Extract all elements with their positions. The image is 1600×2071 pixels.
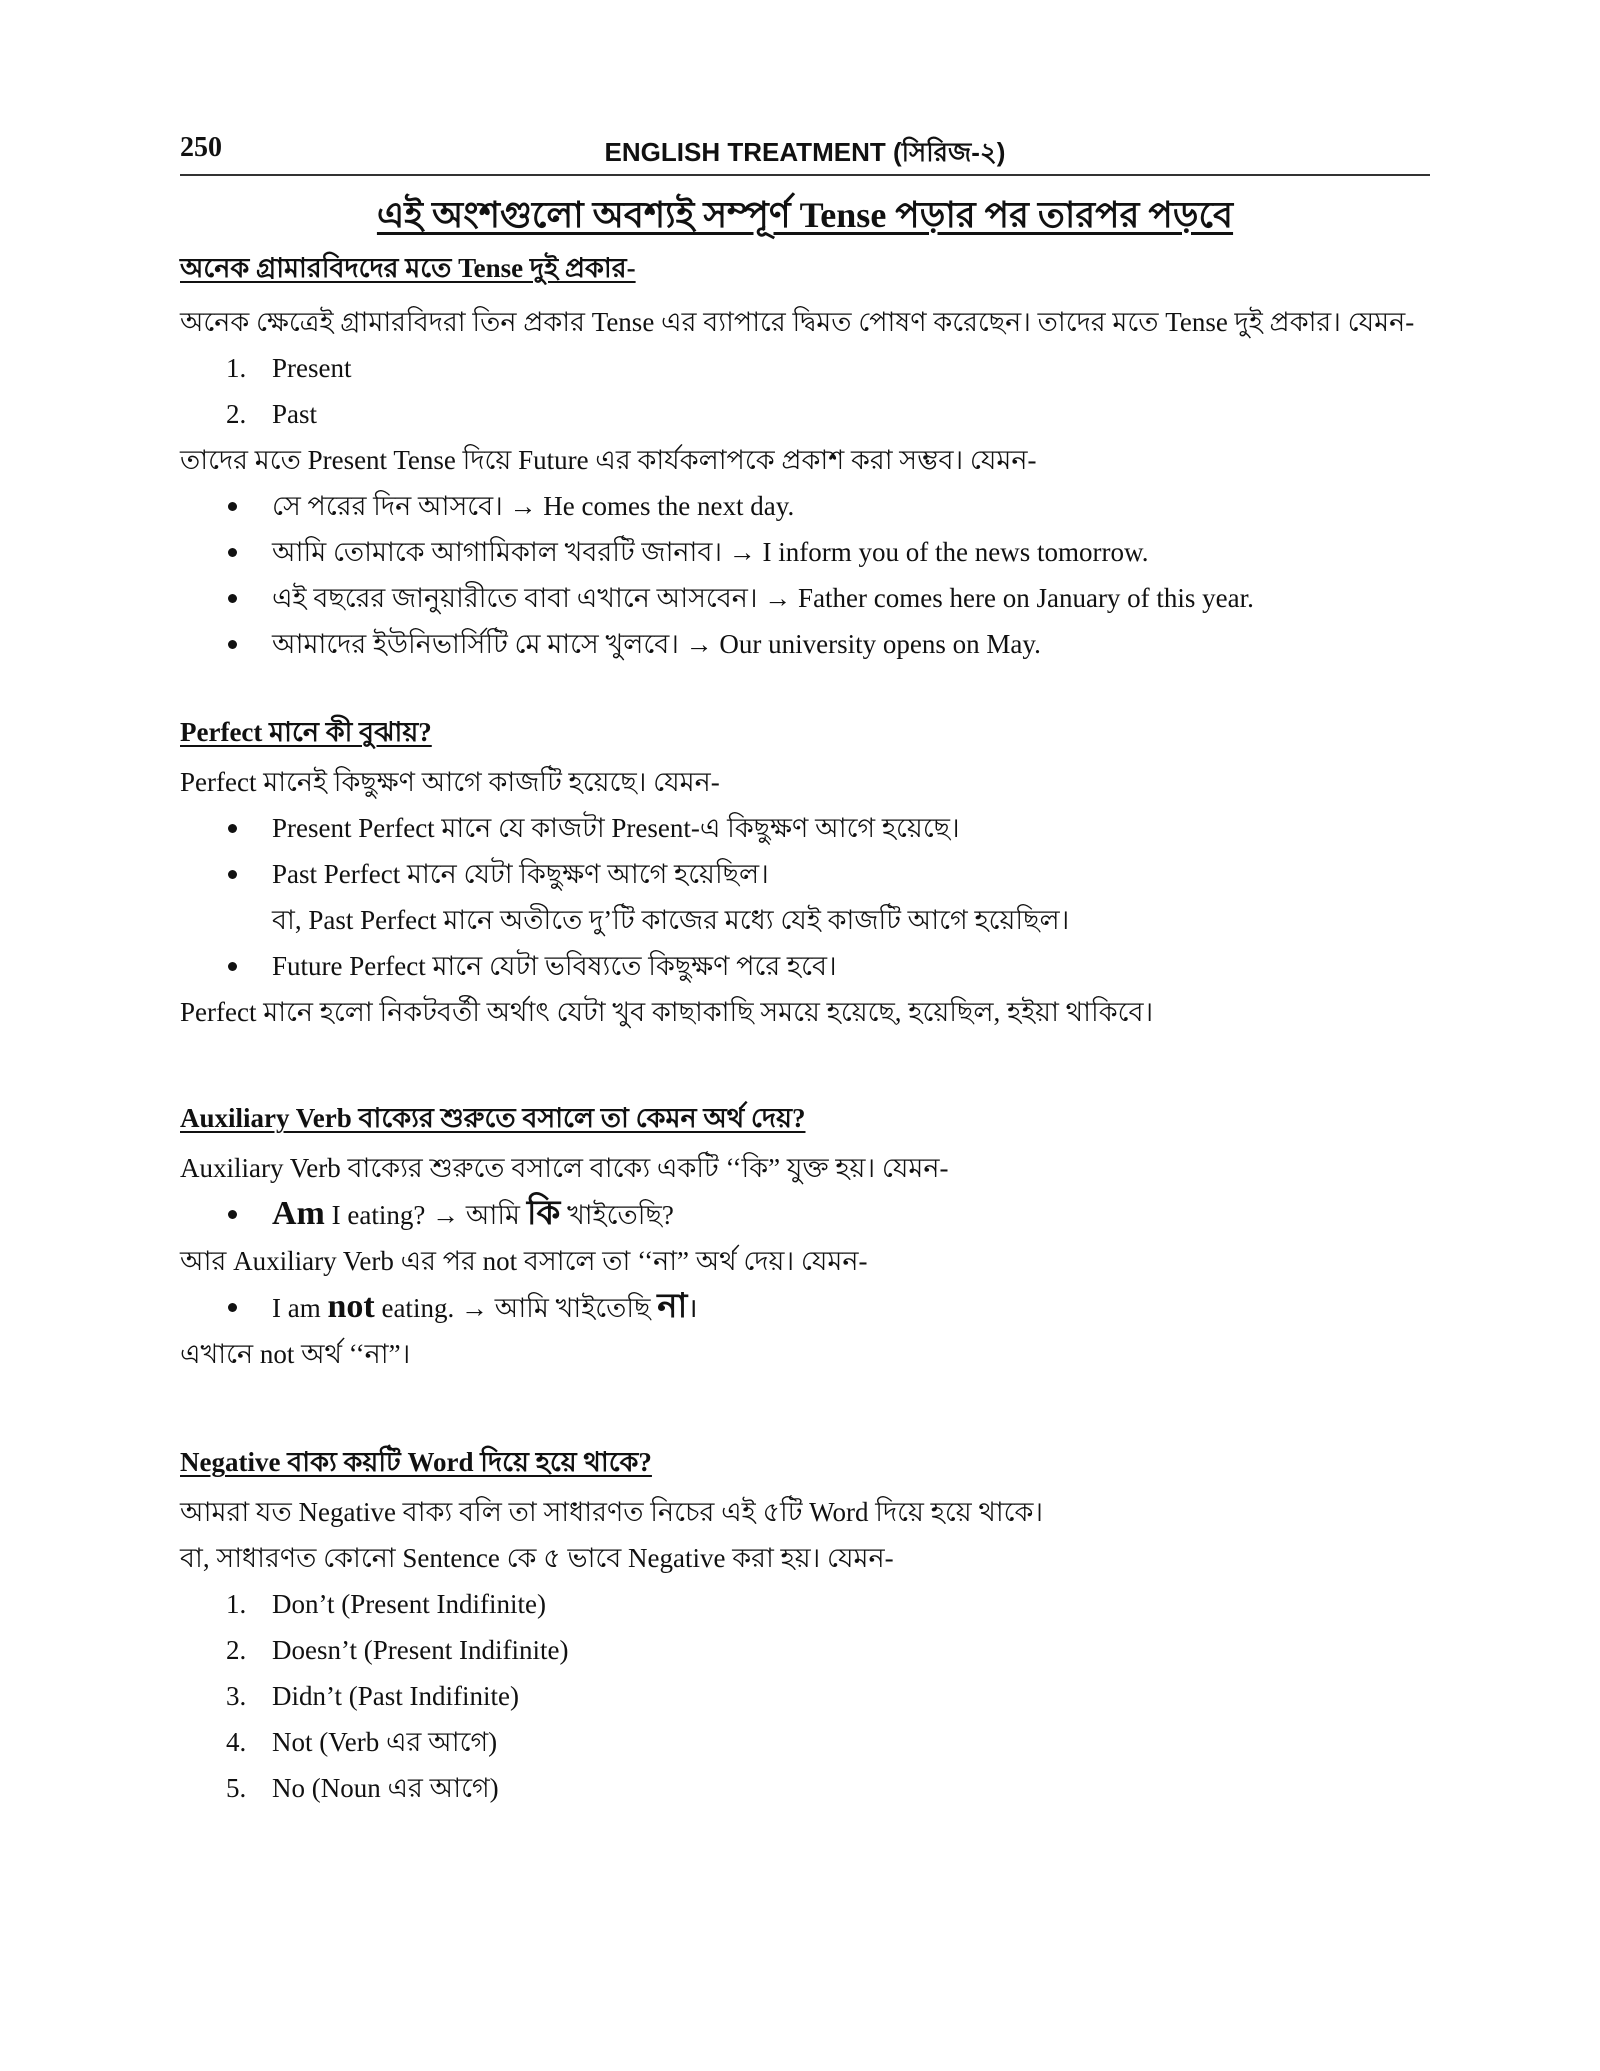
- section-auxiliary: [180, 1098, 1430, 1377]
- list-item-text: Don’t (Present Indifinite): [272, 1589, 546, 1619]
- list-item-text: Not (Verb এর আগে): [272, 1727, 498, 1757]
- section-heading: Auxiliary Verb বাক্যের শুরুতে বসালে তা কেমন অর্থ দেয়?: [180, 1103, 806, 1133]
- bullet-icon: [228, 962, 237, 971]
- list-marker: 5.: [226, 1773, 247, 1803]
- bullet-icon: [228, 548, 237, 557]
- bullet-item: [180, 943, 1430, 989]
- list-item: [180, 1765, 1430, 1811]
- paragraph: Auxiliary Verb বাক্যের শুরুতে বসালে বাক্যে একটি ‘‘কি” যুক্ত হয়। যেমন-: [180, 1153, 949, 1183]
- paragraph: Perfect মানে হলো নিকটবর্তী অর্থাৎ যেটা খুব কাছাকাছি সময়ে হয়েছে, হয়েছিল, হইয়া থাকিবে।: [180, 997, 1154, 1027]
- bullet-item: [180, 483, 1430, 529]
- list-item-text: No (Noun এর আগে): [272, 1773, 499, 1803]
- paragraph: তাদের মতে Present Tense দিয়ে Future এর কার্যকলাপকে প্রকাশ করা সম্ভব। যেমন-: [180, 445, 1037, 475]
- bullet-text: খাইতেছি?: [560, 1200, 674, 1230]
- list-item: [180, 1627, 1430, 1673]
- paragraph: অনেক ক্ষেত্রেই গ্রামারবিদরা তিন প্রকার Tense এর ব্যাপারে দ্বিমত পোষণ করেছেন। তাদের মতে Tense দুই প্রকার। যেমন-: [180, 307, 1415, 337]
- list-marker: 2.: [226, 399, 247, 429]
- emphasis: not: [327, 1288, 375, 1325]
- bullet-text: Present Perfect মানে যে কাজটা Present-এ কিছুক্ষণ আগে হয়েছে।: [272, 813, 960, 843]
- list-item: [180, 1581, 1430, 1627]
- list-marker: 2.: [226, 1635, 247, 1665]
- emphasis: Am: [272, 1195, 325, 1232]
- continuation-text: [180, 897, 1430, 943]
- bullet-icon: [228, 640, 237, 649]
- section-negative: [180, 1442, 1430, 1811]
- bullet-icon: [228, 824, 237, 833]
- section-tense-types: [180, 248, 1430, 667]
- running-title: ENGLISH TREATMENT (সিরিজ-২): [604, 137, 1006, 167]
- list-item: [180, 1719, 1430, 1765]
- list-item: [180, 1673, 1430, 1719]
- list-marker: 3.: [226, 1681, 247, 1711]
- section-heading: Perfect মানে কী বুঝায়?: [180, 717, 432, 747]
- bullet-text: ।: [687, 1293, 698, 1323]
- list-item-text: Past: [272, 399, 318, 429]
- list-marker: 1.: [226, 353, 247, 383]
- page-number: 250: [180, 132, 222, 163]
- bullet-item: [180, 1191, 1430, 1238]
- section-perfect: [180, 712, 1430, 1035]
- bullet-text: আমি তোমাকে আগামিকাল খবরটি জানাব। → I inform you of the news tomorrow.: [272, 537, 1149, 567]
- bullet-item: [180, 851, 1430, 897]
- list-item: [180, 391, 1430, 437]
- header-divider: [180, 174, 1430, 176]
- list-item-text: Didn’t (Past Indifinite): [272, 1681, 519, 1711]
- bullet-text: I am: [272, 1293, 328, 1323]
- bullet-icon: [228, 1303, 237, 1312]
- paragraph: Perfect মানেই কিছুক্ষণ আগে কাজটি হয়েছে। যেমন-: [180, 767, 720, 797]
- bullet-item: [180, 621, 1430, 667]
- paragraph: আমরা যত Negative বাক্য বলি তা সাধারণত নিচের এই ৫টি Word দিয়ে হয়ে থাকে।: [180, 1497, 1044, 1527]
- bullet-item: [180, 529, 1430, 575]
- section-heading: Negative বাক্য কয়টি Word দিয়ে হয়ে থাকে?: [180, 1447, 652, 1477]
- main-title: [180, 188, 1430, 248]
- paragraph: আর Auxiliary Verb এর পর not বসালে তা ‘‘না” অর্থ দেয়। যেমন-: [180, 1246, 868, 1276]
- bullet-text: আমাদের ইউনিভার্সিটি মে মাসে খুলবে। → Our university opens on May.: [272, 629, 1041, 659]
- bullet-text: Past Perfect মানে যেটা কিছুক্ষণ আগে হয়েছিল।: [272, 859, 769, 889]
- bullet-item: [180, 805, 1430, 851]
- bullet-text: সে পরের দিন আসবে। → He comes the next day.: [272, 491, 795, 521]
- bullet-icon: [228, 594, 237, 603]
- list-item-text: Present: [272, 353, 352, 383]
- bullet-icon: [228, 1210, 237, 1219]
- list-item-text: Doesn’t (Present Indifinite): [272, 1635, 569, 1665]
- bullet-item: [180, 1284, 1430, 1331]
- page-header: [180, 132, 1430, 174]
- bullet-text: I eating? → আমি: [324, 1200, 527, 1230]
- bullet-text: এই বছরের জানুয়ারীতে বাবা এখানে আসবেন। → Father comes here on January of this year.: [272, 583, 1254, 613]
- main-title-text: এই অংশগুলো অবশ্যই সম্পূর্ণ Tense পড়ার পর তারপর পড়বে: [376, 195, 1234, 235]
- bullet-icon: [228, 502, 237, 511]
- list-item: [180, 345, 1430, 391]
- section-heading: অনেক গ্রামারবিদদের মতে Tense দুই প্রকার-: [180, 253, 636, 283]
- emphasis: না: [657, 1288, 688, 1325]
- bullet-icon: [228, 870, 237, 879]
- bullet-text: eating. → আমি খাইতেছি: [374, 1293, 658, 1323]
- emphasis: কি: [526, 1195, 561, 1232]
- bullet-text: Future Perfect মানে যেটা ভবিষ্যতে কিছুক্ষণ পরে হবে।: [272, 951, 837, 981]
- bullet-continuation: বা, Past Perfect মানে অতীতে দু’টি কাজের মধ্যে যেই কাজটি আগে হয়েছিল।: [272, 905, 1070, 935]
- paragraph: এখানে not অর্থ ‘‘না”।: [180, 1339, 411, 1369]
- list-marker: 4.: [226, 1727, 247, 1757]
- paragraph: বা, সাধারণত কোনো Sentence কে ৫ ভাবে Negative করা হয়। যেমন-: [180, 1543, 894, 1573]
- bullet-item: [180, 575, 1430, 621]
- list-marker: 1.: [226, 1589, 247, 1619]
